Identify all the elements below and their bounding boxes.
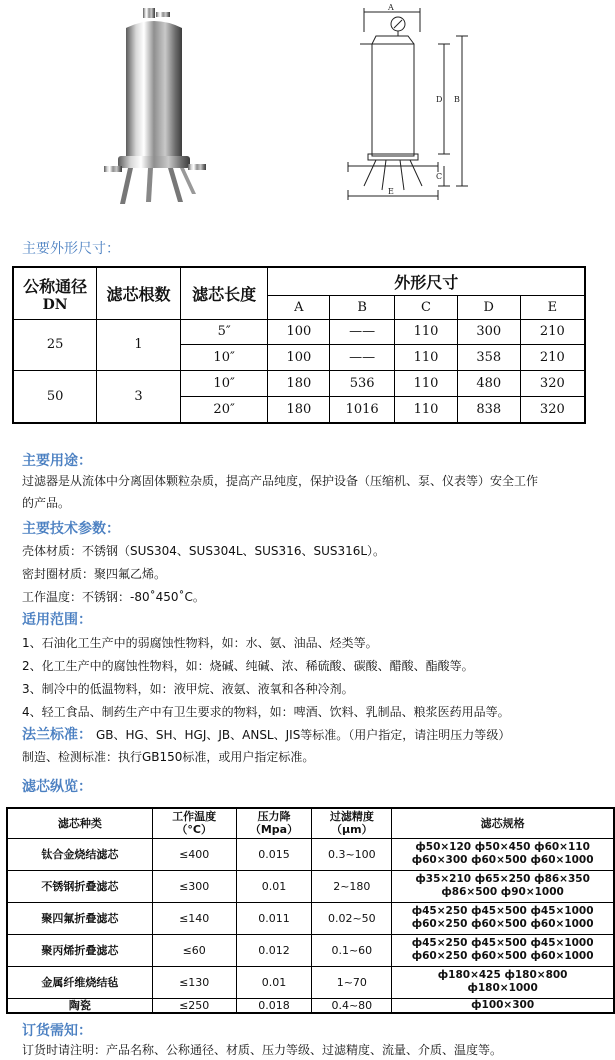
- cell-a: 180: [268, 371, 330, 397]
- scope-line: 1、石油化工生产中的弱腐蚀性物料，如：水、氨、油品、烃类等。: [22, 636, 378, 650]
- cartridge-table: [6, 807, 615, 1014]
- cell-b: ——: [330, 345, 395, 371]
- spec-line: ф50×120 ф50×450 ф60×110: [415, 841, 590, 853]
- cell-c: 110: [395, 319, 458, 345]
- table-row: [13, 371, 585, 397]
- tech-title: 主要技术参数：: [22, 521, 120, 537]
- cell-pressure: 0.018: [236, 998, 312, 1013]
- cell-name: 不锈钢折叠滤芯: [7, 870, 152, 902]
- table-row: [7, 998, 614, 1013]
- cell-temp: ≤60: [152, 934, 236, 966]
- usage-text-1: 过滤器是从流体中分离固体颗粒杂质，提高产品纯度，保护设备（压缩机、泵、仪表等）安全工作: [22, 474, 539, 488]
- spec-line: ф45×250 ф45×500 ф45×1000: [411, 937, 594, 949]
- spec-line: ф60×300 ф60×500 ф60×1000: [411, 854, 594, 866]
- cell-name: 陶瓷: [7, 998, 152, 1013]
- header-temp-unit: （°C）: [176, 823, 212, 837]
- header-dn-sub: DN: [42, 296, 68, 313]
- cell-precision: 0.4~80: [312, 998, 392, 1013]
- cell-pressure: 0.015: [236, 838, 312, 870]
- table-row: [7, 934, 614, 966]
- header-col-a: A: [268, 295, 330, 319]
- tech-line: 密封圈材质：聚四氟乙烯。: [22, 567, 167, 581]
- header-temp: [152, 808, 236, 838]
- cell-e: 210: [520, 319, 585, 345]
- label-e: E: [388, 187, 394, 196]
- header-dn-label: 公称通径: [23, 276, 88, 296]
- scope-line: 4、轻工食品、制药生产中有卫生要求的物料，如：啤酒、饮料、乳制品、粮浆医药用品等。: [22, 705, 510, 719]
- scope-title: 适用范围：: [22, 612, 92, 628]
- cell-temp: ≤250: [152, 998, 236, 1013]
- spec-line: ф45×250 ф45×500 ф45×1000: [411, 905, 594, 917]
- label-c: C: [436, 172, 443, 181]
- cell-a: 100: [268, 345, 330, 371]
- flange-text: GB、HG、SH、HGJ、JB、ANSL、JIS等标准。（用户指定，请注明压力等级）: [96, 728, 511, 742]
- header-col-e: E: [520, 295, 585, 319]
- cell-d: 300: [457, 319, 520, 345]
- cell-spec: [392, 902, 614, 934]
- cell-precision: 0.1~60: [312, 934, 392, 966]
- product-photo: [98, 6, 210, 206]
- cell-d: 358: [457, 345, 520, 371]
- cell-d: 480: [457, 371, 520, 397]
- header-outer: 外形尺寸: [268, 267, 585, 295]
- label-a: A: [388, 4, 394, 12]
- label-b: B: [454, 95, 460, 104]
- table-row: [7, 838, 614, 870]
- header-dn: [13, 267, 97, 319]
- cartridge-title: 滤芯纵览：: [22, 779, 92, 795]
- cell-name: 聚四氟折叠滤芯: [7, 902, 152, 934]
- cell-e: 320: [520, 396, 585, 423]
- cell-spec: [392, 966, 614, 998]
- cell-a: 100: [268, 319, 330, 345]
- cell-dn: 50: [13, 371, 97, 423]
- cell-temp: ≤300: [152, 870, 236, 902]
- cell-b: 536: [330, 371, 395, 397]
- header-precision-unit: （μm）: [331, 823, 373, 837]
- cell-pressure: 0.011: [236, 902, 312, 934]
- dimensions-title: 主要外形尺寸：: [22, 241, 120, 257]
- cell-length: 10″: [180, 371, 268, 397]
- header-temp-label: 工作温度: [172, 810, 217, 824]
- order-text: 订货时请注明：产品名称、公称通径、材质、压力等级、过滤精度、流量、介质、温度等。: [22, 1043, 503, 1057]
- header-type: 滤芯种类: [7, 808, 152, 838]
- scope-line: 3、制冷中的低温物料，如：液甲烷、液氨、液氧和各种冷剂。: [22, 682, 354, 696]
- tech-line: 壳体材质：不锈钢（SUS304、SUS304L、SUS316、SUS316L）。: [22, 544, 386, 558]
- table-row: [7, 966, 614, 998]
- header-col-c: C: [395, 295, 458, 319]
- cell-c: 110: [395, 371, 458, 397]
- dimension-drawing: [342, 4, 492, 200]
- cell-b: 1016: [330, 396, 395, 423]
- header-col-b: B: [330, 295, 395, 319]
- spec-line: ф35×210 ф65×250 ф86×350: [415, 873, 590, 885]
- cell-spec: [392, 838, 614, 870]
- mfg-text: 制造、检测标准：执行GB150标准，或用户指定标准。: [22, 750, 315, 764]
- cell-e: 210: [520, 345, 585, 371]
- cell-precision: 2~180: [312, 870, 392, 902]
- cell-e: 320: [520, 371, 585, 397]
- header-precision: [312, 808, 392, 838]
- cell-pressure: 0.01: [236, 870, 312, 902]
- table-row: [7, 902, 614, 934]
- cell-count: 1: [97, 319, 181, 371]
- cell-temp: ≤140: [152, 902, 236, 934]
- scope-line: 2、化工生产中的腐蚀性物料，如：烧碱、纯碱、浓、稀硫酸、碳酸、醋酸、酯酸等。: [22, 659, 474, 673]
- cell-length: 20″: [180, 396, 268, 423]
- table-row: [13, 319, 585, 345]
- header-spec: 滤芯规格: [392, 808, 614, 838]
- cell-spec: [392, 998, 614, 1013]
- header-col-d: D: [457, 295, 520, 319]
- cell-temp: ≤130: [152, 966, 236, 998]
- cell-count: 3: [97, 371, 181, 423]
- tech-line: 工作温度：不锈钢：-80˚450˚C。: [22, 590, 205, 604]
- cell-precision: 0.3~100: [312, 838, 392, 870]
- spec-line: ф86×500 ф90×1000: [441, 886, 564, 898]
- cell-length: 5″: [180, 319, 268, 345]
- header-precision-label: 过滤精度: [329, 810, 374, 824]
- cell-pressure: 0.01: [236, 966, 312, 998]
- cell-name: 钛合金烧结滤芯: [7, 838, 152, 870]
- cell-pressure: 0.012: [236, 934, 312, 966]
- cell-spec: [392, 934, 614, 966]
- cell-dn: 25: [13, 319, 97, 371]
- dimensions-table: [12, 266, 586, 424]
- flange-title: 法兰标准：: [22, 727, 92, 743]
- cell-c: 110: [395, 396, 458, 423]
- cell-name: 聚丙烯折叠滤芯: [7, 934, 152, 966]
- cell-temp: ≤400: [152, 838, 236, 870]
- cell-spec: [392, 870, 614, 902]
- spec-line: ф180×425 ф180×800: [437, 969, 568, 981]
- header-pressure: [236, 808, 312, 838]
- header-length: 滤芯长度: [180, 267, 268, 319]
- cell-precision: 0.02~50: [312, 902, 392, 934]
- spec-line: ф180×1000: [467, 982, 538, 994]
- spec-line: ф100×300: [471, 998, 535, 1011]
- table-row: [7, 870, 614, 902]
- cell-length: 10″: [180, 345, 268, 371]
- cell-precision: 1~70: [312, 966, 392, 998]
- spec-line: ф60×250 ф60×500 ф60×1000: [411, 918, 594, 930]
- cell-d: 838: [457, 396, 520, 423]
- spec-line: ф60×250 ф60×500 ф60×1000: [411, 950, 594, 962]
- cell-name: 金属纤维烧结毡: [7, 966, 152, 998]
- cell-a: 180: [268, 396, 330, 423]
- header-count: 滤芯根数: [97, 267, 181, 319]
- header-pressure-unit: （Mpa）: [249, 823, 299, 837]
- order-title: 订货需知：: [22, 1023, 92, 1039]
- usage-title: 主要用途：: [22, 453, 92, 469]
- header-pressure-label: 压力降: [257, 810, 291, 824]
- cell-b: ——: [330, 319, 395, 345]
- label-d: D: [436, 95, 443, 104]
- usage-text-2: 的产品。: [22, 496, 71, 510]
- cell-c: 110: [395, 345, 458, 371]
